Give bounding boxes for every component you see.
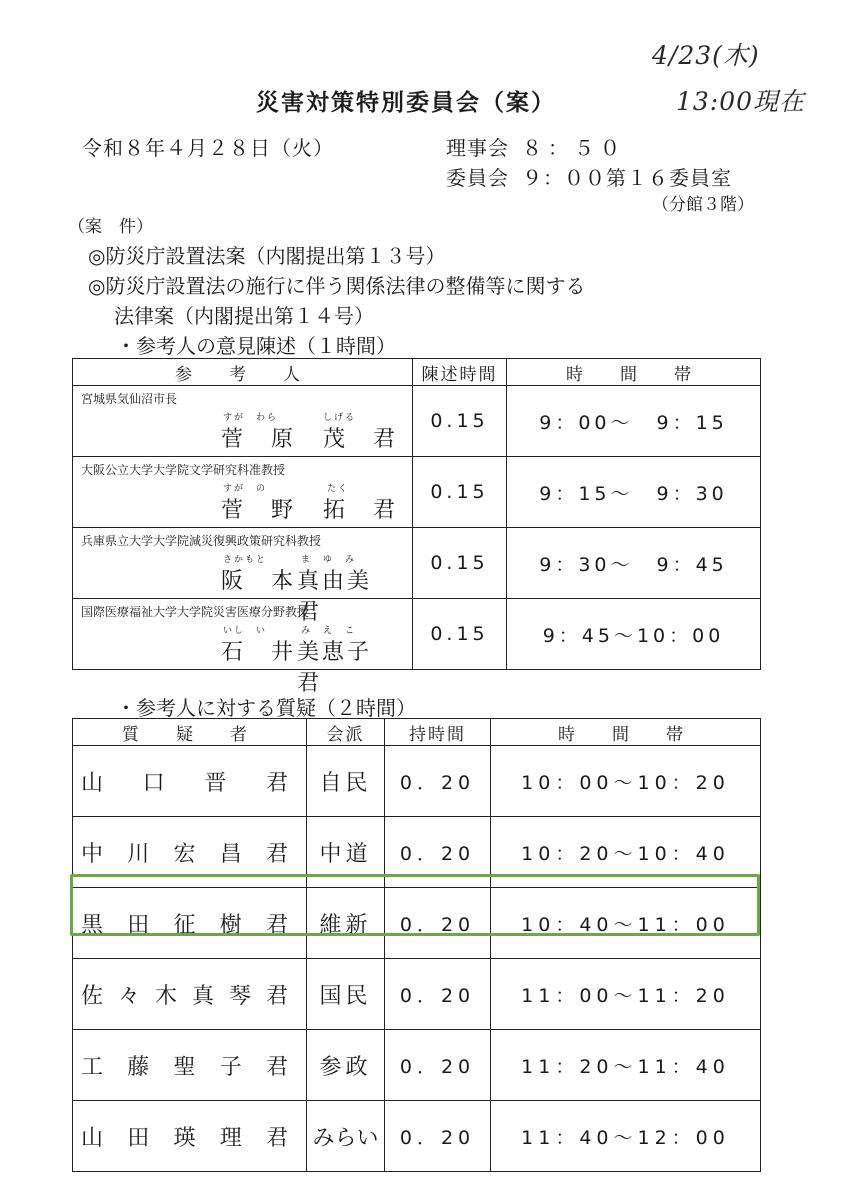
witness-given-name: 拓 君 (323, 498, 399, 523)
witness-duration: 0.15 (413, 457, 507, 528)
question-table (72, 718, 761, 1172)
witness-cell (73, 599, 413, 696)
witness-given-name: 真由美 君 (297, 569, 398, 625)
witness-duration: 0.15 (413, 528, 507, 599)
agenda-item-2-line1: ◎防災庁設置法の施行に伴う関係法律の整備等に関する (88, 274, 586, 298)
table-row (73, 386, 761, 457)
column-header: 質 疑 者 (73, 719, 307, 746)
questioner-name: 黒田征樹君 (73, 888, 307, 959)
agenda-item-1: ◎防災庁設置法案（内閣提出第１３号） (88, 244, 446, 268)
witness-family-name: 石 井 (221, 640, 297, 665)
witness-ruby-given: たく (327, 484, 350, 494)
witness-affiliation: 国際医療福祉大学大学院災害医療分野教授 (81, 605, 310, 619)
witness-ruby-family: すが わら (223, 413, 279, 423)
questioner-duration: 0．20 (385, 1030, 491, 1101)
questioner-party: 中道 (307, 817, 385, 888)
witness-affiliation: 兵庫県立大学大学院減災復興政策研究科教授 (81, 534, 322, 548)
questioner-name: 佐々木真琴君 (73, 959, 307, 1030)
questioner-duration: 0．20 (385, 746, 491, 817)
handwritten-date-note: 4/23(木) (652, 41, 760, 70)
iinkai-label: 委員会 (446, 166, 509, 190)
questioner-party: みらい (307, 1101, 385, 1172)
questioner-time-slot: 10：20～10：40 (491, 817, 761, 888)
questioner-name: 山田瑛理君 (73, 1101, 307, 1172)
questioner-time-slot: 11：40～12：00 (491, 1101, 761, 1172)
question-table-header (73, 719, 761, 746)
column-header: 会派 (307, 719, 385, 746)
questioner-time-slot: 10：40～11：00 (491, 888, 761, 959)
table-row (73, 746, 761, 817)
table-row (73, 457, 761, 528)
witness-ruby-given: み え こ (301, 626, 357, 636)
witness-ruby-family: すが の (223, 484, 268, 494)
column-header: 時 間 帯 (491, 719, 761, 746)
questioner-party: 維新 (307, 888, 385, 959)
witness-section-heading: ・参考人の意見陳述（１時間） (116, 334, 396, 358)
questioner-party: 国民 (307, 959, 385, 1030)
table-row (73, 959, 761, 1030)
table-row (73, 1101, 761, 1172)
witness-family-name: 阪 本 (221, 569, 297, 594)
rijikai-time: ８：５０ (522, 136, 626, 160)
column-header: 時 間 帯 (507, 359, 761, 386)
witness-given-name: 美恵子 君 (297, 640, 398, 696)
witness-time-slot: 9：15～ 9：30 (507, 457, 761, 528)
witness-ruby-family: いし い (223, 626, 268, 636)
witness-affiliation: 宮城県気仙沼市長 (81, 392, 178, 406)
iinkai-time-room: ９：００第１６委員室 (522, 166, 732, 190)
witness-time-slot: 9：45～10：00 (507, 599, 761, 670)
questioner-name: 山口晋君 (73, 746, 307, 817)
witness-duration: 0.15 (413, 599, 507, 670)
witness-given-name: 茂 君 (323, 427, 399, 452)
witness-time-slot: 9：00～ 9：15 (507, 386, 761, 457)
meeting-date: 令和８年４月２８日（火） (82, 136, 334, 160)
questioner-duration: 0．20 (385, 1101, 491, 1172)
questioner-duration: 0．20 (385, 959, 491, 1030)
witness-table (72, 358, 761, 696)
question-section-heading: ・参考人に対する質疑（２時間） (116, 696, 416, 720)
table-row (73, 528, 761, 599)
witness-ruby-family: さかもと (223, 555, 268, 565)
handwritten-time-note: 13:00現在 (676, 87, 806, 116)
questioner-name: 中川宏昌君 (73, 817, 307, 888)
witness-ruby-given: しげる (323, 413, 357, 423)
questioner-party: 参政 (307, 1030, 385, 1101)
column-header: 持時間 (385, 719, 491, 746)
table-row (73, 1030, 761, 1101)
rijikai-label: 理事会 (446, 136, 509, 160)
questioner-name: 工藤聖子君 (73, 1030, 307, 1101)
witness-cell (73, 386, 413, 457)
agenda-heading: （案 件） (68, 217, 153, 237)
questioner-party: 自民 (307, 746, 385, 817)
questioner-duration: 0．20 (385, 817, 491, 888)
witness-ruby-given: ま ゆ み (301, 555, 357, 565)
column-header: 参 考 人 (73, 359, 413, 386)
witness-family-name: 菅 原 (221, 427, 297, 452)
page-title: 災害対策特別委員会（案） (256, 90, 556, 116)
witness-family-name: 菅 野 (221, 498, 297, 523)
agenda-item-2-line2: 法律案（内閣提出第１４号） (114, 304, 374, 328)
questioner-time-slot: 11：20～11：40 (491, 1030, 761, 1101)
questioner-time-slot: 10：00～10：20 (491, 746, 761, 817)
witness-cell (73, 457, 413, 528)
row-highlight-box (70, 874, 760, 936)
witness-affiliation: 大阪公立大学大学院文学研究科准教授 (81, 463, 286, 477)
questioner-time-slot: 11：00～11：20 (491, 959, 761, 1030)
questioner-duration: 0．20 (385, 888, 491, 959)
column-header: 陳述時間 (413, 359, 507, 386)
table-row (73, 599, 761, 670)
witness-table-header (73, 359, 761, 386)
witness-time-slot: 9：30～ 9：45 (507, 528, 761, 599)
room-note: （分館３階） (652, 195, 754, 215)
witness-duration: 0.15 (413, 386, 507, 457)
